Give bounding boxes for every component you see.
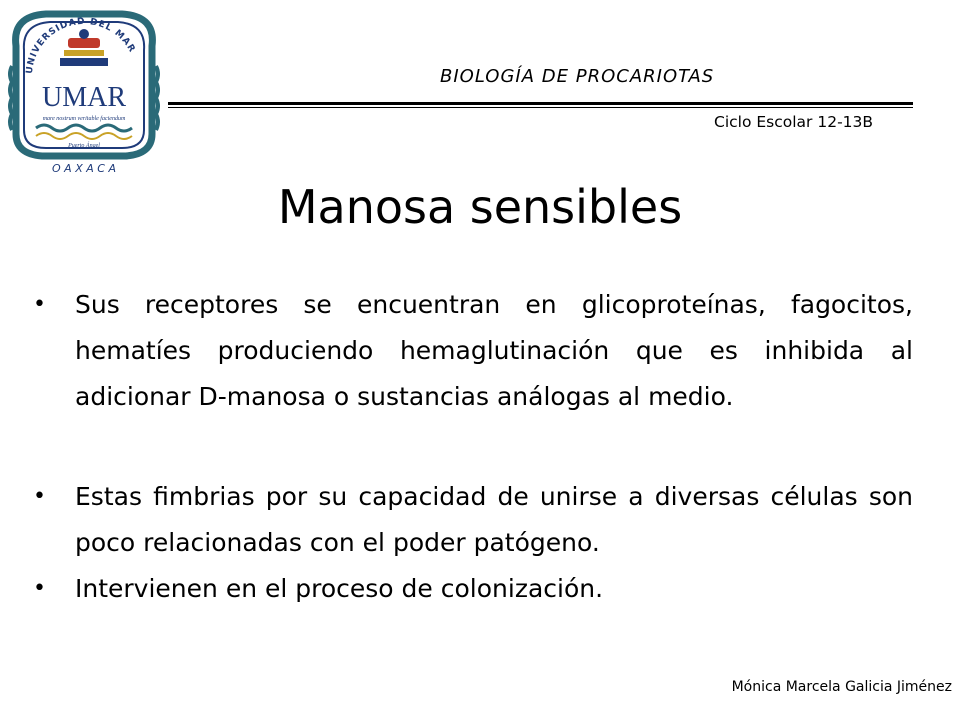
svg-text:mare nostrum veritable faciend: mare nostrum veritable faciendum bbox=[42, 116, 126, 122]
svg-text:Puerto Ángel: Puerto Ángel bbox=[68, 143, 100, 149]
header-divider-thin bbox=[168, 107, 913, 108]
course-title: BIOLOGÍA DE PROCARIOTAS bbox=[440, 66, 715, 87]
svg-text:UMAR: UMAR bbox=[41, 82, 127, 113]
bullet-text: Intervienen en el proceso de colonización. bbox=[75, 574, 604, 603]
slide-title: Manosa sensibles bbox=[277, 180, 683, 234]
bullet-text: Sus receptores se encuentran en glicoproteínas, fagocitos, hematíes produciendo hemaglutinación que es inhibida al adicionar D-manosa o sustancias análogas al medio. bbox=[75, 290, 913, 411]
bullet-item bbox=[33, 566, 913, 612]
bullet-item bbox=[33, 282, 913, 420]
svg-text:O A X A C A: O A X A C A bbox=[52, 162, 116, 175]
bullet-list bbox=[0, 282, 960, 612]
bullet-text: Estas fimbrias por su capacidad de unirse a diversas células son poco relacionadas con el poder patógeno. bbox=[75, 482, 913, 557]
school-cycle: Ciclo Escolar 12-13B bbox=[714, 113, 874, 131]
bullet-icon: • bbox=[33, 292, 46, 317]
author-name: Mónica Marcela Galicia Jiménez bbox=[731, 679, 952, 695]
university-seal-icon bbox=[6, 6, 162, 180]
header-divider bbox=[168, 102, 913, 105]
bullet-item bbox=[33, 474, 913, 566]
svg-text:UNIVERSIDAD DEL MAR: UNIVERSIDAD DEL MAR bbox=[24, 16, 137, 75]
bullet-spacer bbox=[0, 420, 960, 474]
bullet-icon: • bbox=[33, 484, 46, 509]
bullet-icon: • bbox=[33, 576, 46, 601]
